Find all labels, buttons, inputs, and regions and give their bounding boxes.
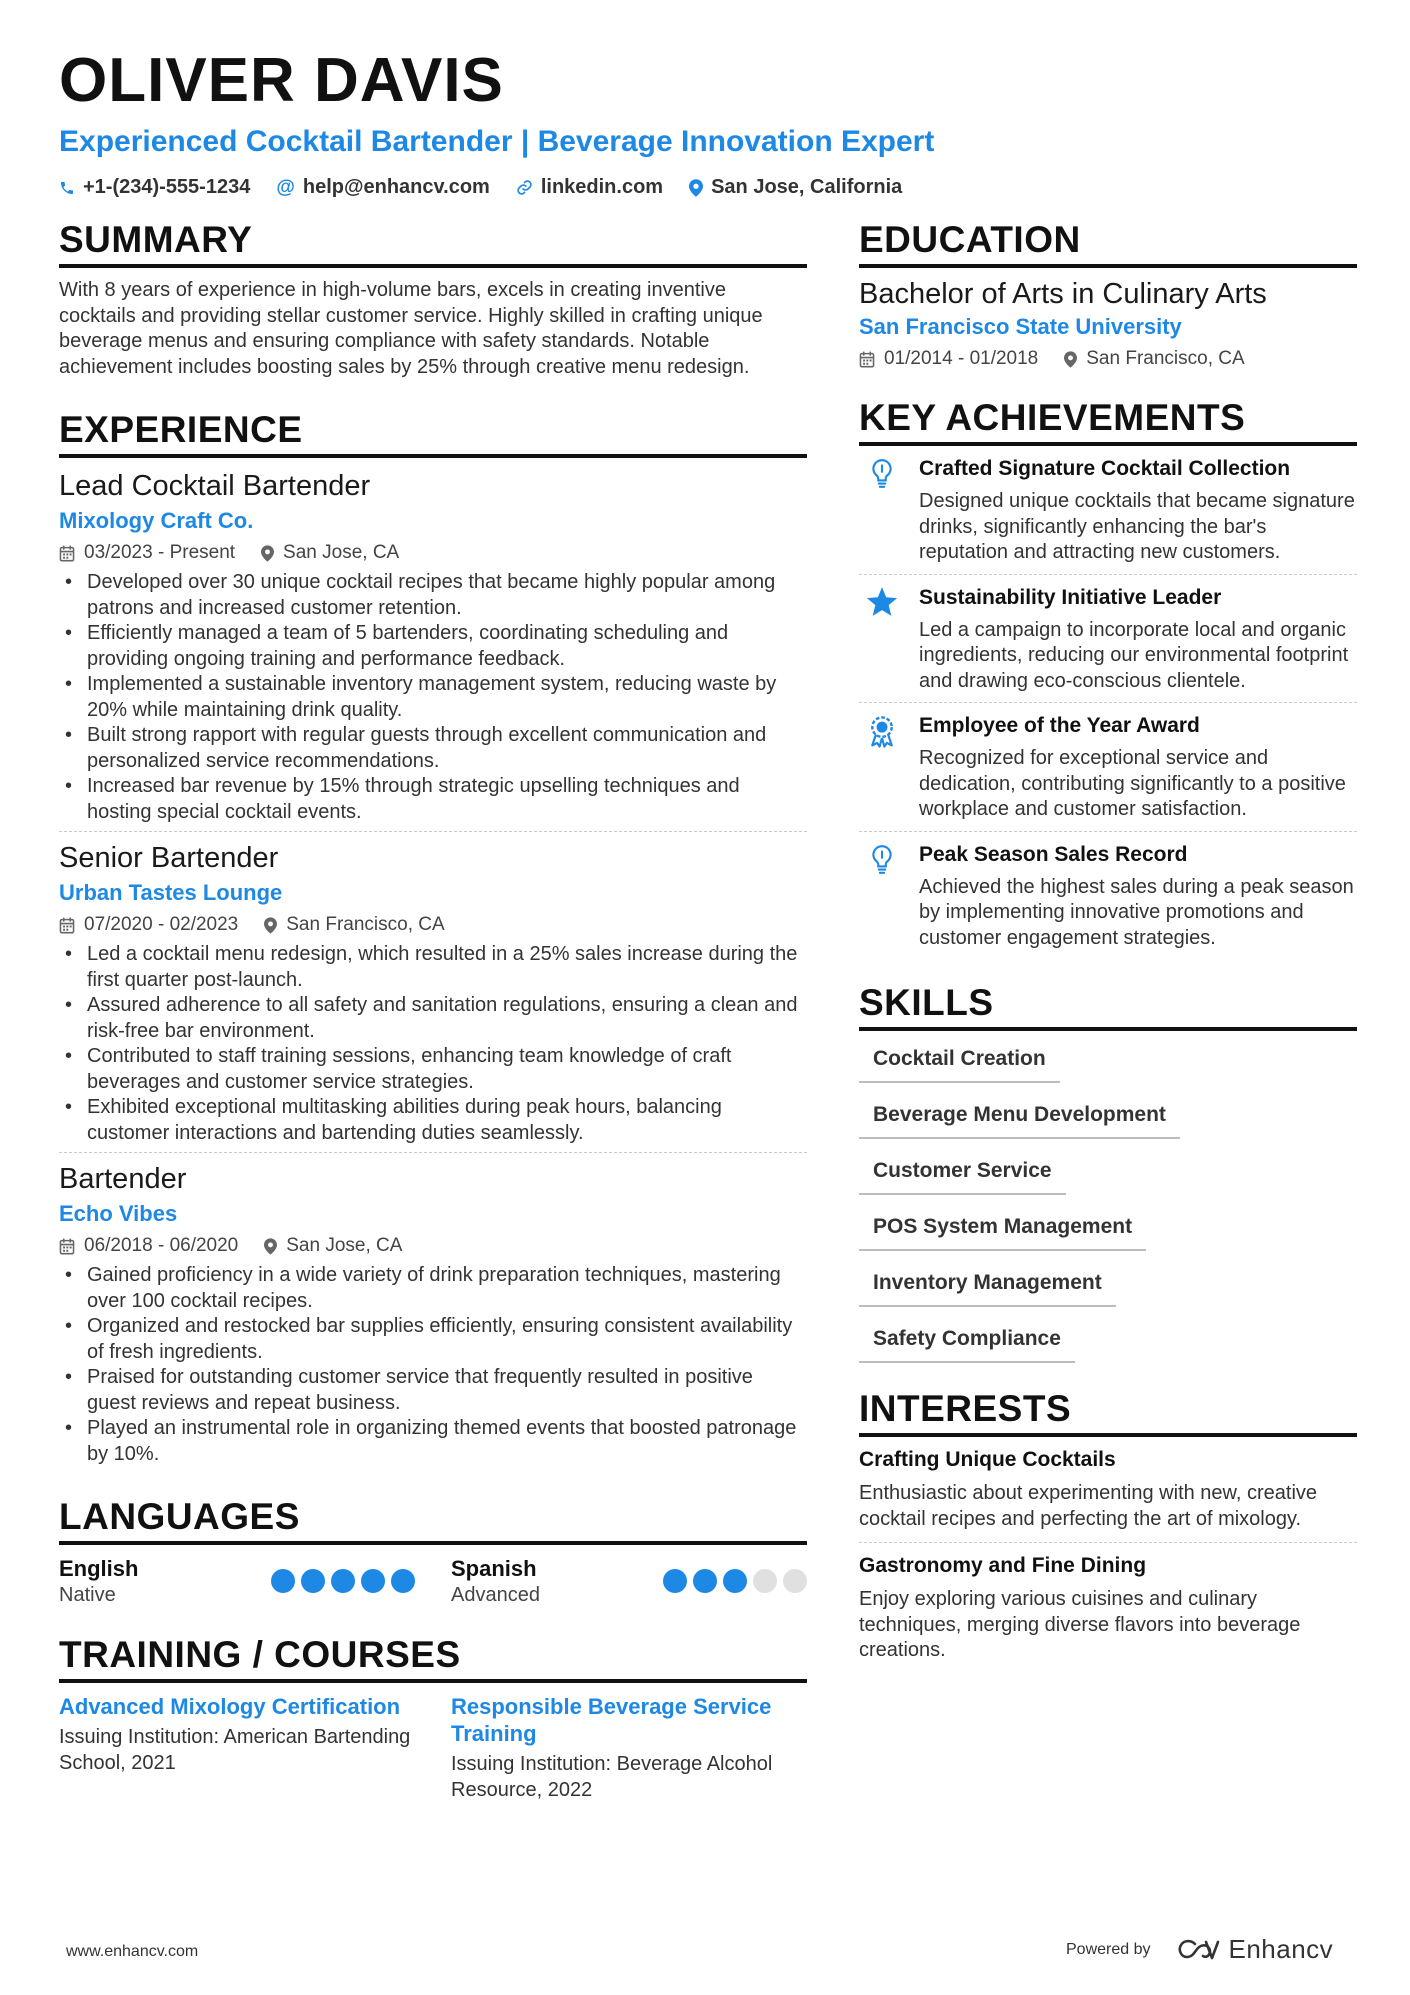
rating-dot-filled xyxy=(391,1569,415,1593)
language-level: Native xyxy=(59,1584,116,1606)
job-bullet: • Led a cocktail menu redesign, which resulted in a 25% sales increase during the first quarter post-launch. xyxy=(59,942,807,993)
job-location-text: San Jose, CA xyxy=(283,542,400,563)
job-bullet: • Assured adherence to all safety and sanitation regulations, ensuring a clean and risk-free bar environment. xyxy=(59,993,807,1044)
job-title: Bartender xyxy=(59,1163,187,1195)
education-location xyxy=(1064,346,1244,372)
job-meta xyxy=(59,540,807,566)
language-rating xyxy=(271,1569,415,1609)
map-pin-icon xyxy=(689,179,703,197)
languages-section xyxy=(59,1495,807,1609)
course-title: Advanced Mixology Certification xyxy=(59,1694,401,1719)
job-meta xyxy=(59,1233,807,1259)
language-name: English xyxy=(59,1556,139,1581)
job-location-text: San Jose, CA xyxy=(286,1235,403,1256)
achievement-desc: Designed unique cocktails that became signature drinks, significantly enhancing the bar's reputation and attracting new customers. xyxy=(919,490,1355,563)
course-desc: Issuing Institution: American Bartending School, 2021 xyxy=(59,1726,411,1774)
email-text[interactable]: help@enhancv.com xyxy=(302,176,490,198)
achievement-title: Crafted Signature Cocktail Collection xyxy=(919,457,1291,480)
calendar-icon xyxy=(59,917,75,934)
job-bullet: • Praised for outstanding customer service that frequently resulted in positive guest reviews and repeat business. xyxy=(59,1365,807,1416)
skill-tag: Safety Compliance xyxy=(859,1321,1075,1363)
skill-tag: Customer Service xyxy=(859,1153,1066,1195)
interest-title: Crafting Unique Cocktails xyxy=(859,1448,1116,1471)
job-location xyxy=(264,912,444,938)
course-desc: Issuing Institution: Beverage Alcohol Resource, 2022 xyxy=(451,1753,773,1801)
language-item xyxy=(451,1555,807,1609)
skills-heading: SKILLS xyxy=(859,981,1357,1031)
left-column xyxy=(59,218,807,1803)
job-bullet: • Organized and restocked bar supplies efficiently, ensuring consistent availability of fresh ingredients. xyxy=(59,1314,807,1365)
interest-desc: Enthusiastic about experimenting with new, creative cocktail recipes and perfecting the art of mixology. xyxy=(859,1482,1318,1530)
job-location xyxy=(261,540,399,566)
interest-desc: Enjoy exploring various cuisines and culinary techniques, merging diverse flavors into beverage creations. xyxy=(859,1588,1301,1661)
skills-section xyxy=(859,981,1357,1377)
job-bullet: • Developed over 30 unique cocktail recipes that became highly popular among patrons and increased customer retention. xyxy=(59,570,807,621)
candidate-headline: Experienced Cocktail Bartender | Beverage Innovation Expert xyxy=(59,125,935,158)
brand-logo[interactable] xyxy=(1175,1934,1334,1965)
contact-phone xyxy=(59,176,250,199)
job-title: Lead Cocktail Bartender xyxy=(59,470,371,502)
achievement-desc: Recognized for exceptional service and dedication, contributing significantly to a positive workplace and customer satisfaction. xyxy=(919,747,1346,820)
enhancv-logo-icon xyxy=(1175,1938,1221,1962)
skill-tag: Inventory Management xyxy=(859,1265,1116,1307)
rating-dot-empty xyxy=(753,1569,777,1593)
powered-by-label: Powered by xyxy=(1066,1940,1151,1958)
phone-icon xyxy=(59,180,75,196)
calendar-icon xyxy=(859,351,875,368)
job-bullet: • Played an instrumental role in organizing themed events that boosted patronage by 10%. xyxy=(59,1416,807,1467)
job-bullet: • Gained proficiency in a wide variety of drink preparation techniques, mastering over 100 cocktail recipes. xyxy=(59,1263,807,1314)
linkedin-text[interactable]: linkedin.com xyxy=(540,176,664,198)
interest-item xyxy=(859,1447,1357,1532)
education-school: San Francisco State University xyxy=(859,314,1182,339)
education-heading: EDUCATION xyxy=(859,218,1357,268)
job-company: Mixology Craft Co. xyxy=(59,508,254,533)
training-heading: TRAINING / COURSES xyxy=(59,1633,807,1683)
map-pin-icon xyxy=(261,545,274,562)
job-dates-text: 07/2020 - 02/2023 xyxy=(84,914,239,935)
achievement-title: Sustainability Initiative Leader xyxy=(919,585,1222,609)
job-title: Senior Bartender xyxy=(59,842,279,874)
rating-dot-filled xyxy=(693,1569,717,1593)
job-bullet: • Efficiently managed a team of 5 bartenders, coordinating scheduling and providing ongoing training and performance feedback. xyxy=(59,621,807,672)
achievement-item xyxy=(859,574,1357,703)
interest-item xyxy=(859,1542,1357,1664)
interests-heading: INTERESTS xyxy=(859,1387,1357,1437)
rating-dot-filled xyxy=(331,1569,355,1593)
right-column xyxy=(859,218,1357,1664)
job-bullets xyxy=(59,942,807,1146)
achievement-item xyxy=(859,446,1357,574)
achievement-desc: Led a campaign to incorporate local and organic ingredients, reducing our environmental footprint and drawing eco-conscious clientele. xyxy=(919,618,1349,692)
lightbulb-icon xyxy=(859,842,905,952)
job-company: Urban Tastes Lounge xyxy=(59,880,283,905)
rating-dot-filled xyxy=(723,1569,747,1593)
map-pin-icon xyxy=(1064,351,1077,368)
summary-text: With 8 years of experience in high-volume bars, excels in creating inventive cocktails and providing stellar customer service. Highly skilled in crafting unique beverage menus and ensuring compliance with safety standards. Notable achievement includes boosting sales by 25% through creative menu redesign. xyxy=(59,279,763,378)
star-icon xyxy=(859,585,905,695)
job-company: Echo Vibes xyxy=(59,1201,178,1226)
job-location xyxy=(264,1233,402,1259)
job-dates xyxy=(59,540,235,566)
location-text: San Jose, California xyxy=(711,176,903,198)
achievement-body xyxy=(919,842,1357,952)
rating-dot-filled xyxy=(663,1569,687,1593)
languages-heading: LANGUAGES xyxy=(59,1495,807,1545)
job-meta xyxy=(59,912,807,938)
at-sign-icon: @ xyxy=(276,176,295,198)
phone-text[interactable]: +1-(234)-555-1234 xyxy=(83,176,251,198)
job-entry xyxy=(59,831,807,1152)
rating-dot-filled xyxy=(301,1569,325,1593)
resume-header xyxy=(59,44,1359,199)
skill-tag: POS System Management xyxy=(859,1209,1146,1251)
language-rating xyxy=(663,1569,807,1609)
job-bullet: • Built strong rapport with regular guests through excellent communication and personalized service recommendations. xyxy=(59,723,807,774)
brand-name: Enhancv xyxy=(1228,1934,1334,1964)
rating-dot-filled xyxy=(271,1569,295,1593)
footer-branding xyxy=(1066,1934,1333,1965)
job-dates xyxy=(59,1233,238,1259)
job-bullet: • Increased bar revenue by 15% through strategic upselling techniques and hosting special cocktail events. xyxy=(59,774,807,825)
footer-website[interactable]: www.enhancv.com xyxy=(66,1943,199,1960)
language-level: Advanced xyxy=(451,1584,540,1606)
education-dates xyxy=(859,346,1038,372)
achievement-body xyxy=(919,456,1357,566)
achievement-title: Employee of the Year Award xyxy=(919,714,1200,737)
interests-section xyxy=(859,1387,1357,1664)
link-icon xyxy=(516,179,533,196)
summary-heading: SUMMARY xyxy=(59,218,807,268)
course-item xyxy=(451,1693,807,1803)
language-info xyxy=(59,1555,138,1609)
contact-email xyxy=(276,176,489,199)
achievement-body xyxy=(919,713,1357,823)
education-section xyxy=(859,218,1357,372)
experience-heading: EXPERIENCE xyxy=(59,408,807,458)
courses-list xyxy=(59,1693,807,1803)
skill-tag: Cocktail Creation xyxy=(859,1041,1060,1083)
job-dates-text: 03/2023 - Present xyxy=(84,542,236,563)
job-bullet: • Contributed to staff training sessions, enhancing team knowledge of craft beverages and customer service strategies. xyxy=(59,1044,807,1095)
job-bullet: • Exhibited exceptional multitasking abilities during peak hours, balancing customer interactions and bartending duties seamlessly. xyxy=(59,1095,807,1146)
job-location-text: San Francisco, CA xyxy=(286,914,445,935)
candidate-name: OLIVER DAVIS xyxy=(59,46,504,115)
achievements-heading: KEY ACHIEVEMENTS xyxy=(859,396,1357,446)
course-title: Responsible Beverage Service Training xyxy=(451,1694,772,1746)
rating-dot-empty xyxy=(783,1569,807,1593)
award-ribbon-icon xyxy=(859,713,905,823)
education-dates-text: 01/2014 - 01/2018 xyxy=(884,348,1039,369)
achievement-title: Peak Season Sales Record xyxy=(919,842,1188,866)
job-bullets xyxy=(59,1263,807,1467)
job-entry xyxy=(59,458,807,831)
interest-title: Gastronomy and Fine Dining xyxy=(859,1554,1147,1577)
experience-section xyxy=(59,408,807,1473)
map-pin-icon xyxy=(264,1238,277,1255)
map-pin-icon xyxy=(264,917,277,934)
languages-list xyxy=(59,1555,807,1609)
skill-tag: Beverage Menu Development xyxy=(859,1097,1180,1139)
achievement-item xyxy=(859,831,1357,960)
job-entry xyxy=(59,1152,807,1473)
job-bullet: • Implemented a sustainable inventory management system, reducing waste by 20% while maintaining drink quality. xyxy=(59,672,807,723)
summary-section xyxy=(59,218,807,380)
training-section xyxy=(59,1633,807,1803)
calendar-icon xyxy=(59,545,75,562)
language-info xyxy=(451,1555,540,1609)
achievement-body xyxy=(919,585,1357,695)
contact-location xyxy=(689,176,902,199)
contact-bar xyxy=(59,176,1359,199)
achievement-item xyxy=(859,702,1357,831)
achievement-desc: Achieved the highest sales during a peak season by implementing innovative promotions and customer engagement strategies. xyxy=(919,875,1354,949)
skills-list xyxy=(859,1041,1357,1377)
education-degree: Bachelor of Arts in Culinary Arts xyxy=(859,278,1267,310)
job-dates-text: 06/2018 - 06/2020 xyxy=(84,1235,239,1256)
achievements-section xyxy=(859,396,1357,959)
lightbulb-icon xyxy=(859,456,905,566)
language-name: Spanish xyxy=(451,1556,537,1581)
education-location-text: San Francisco, CA xyxy=(1086,348,1245,369)
contact-linkedin xyxy=(516,176,663,199)
rating-dot-filled xyxy=(361,1569,385,1593)
language-item xyxy=(59,1555,415,1609)
job-dates xyxy=(59,912,238,938)
calendar-icon xyxy=(59,1238,75,1255)
job-bullets xyxy=(59,570,807,825)
education-meta xyxy=(859,346,1357,372)
course-item xyxy=(59,1693,415,1803)
